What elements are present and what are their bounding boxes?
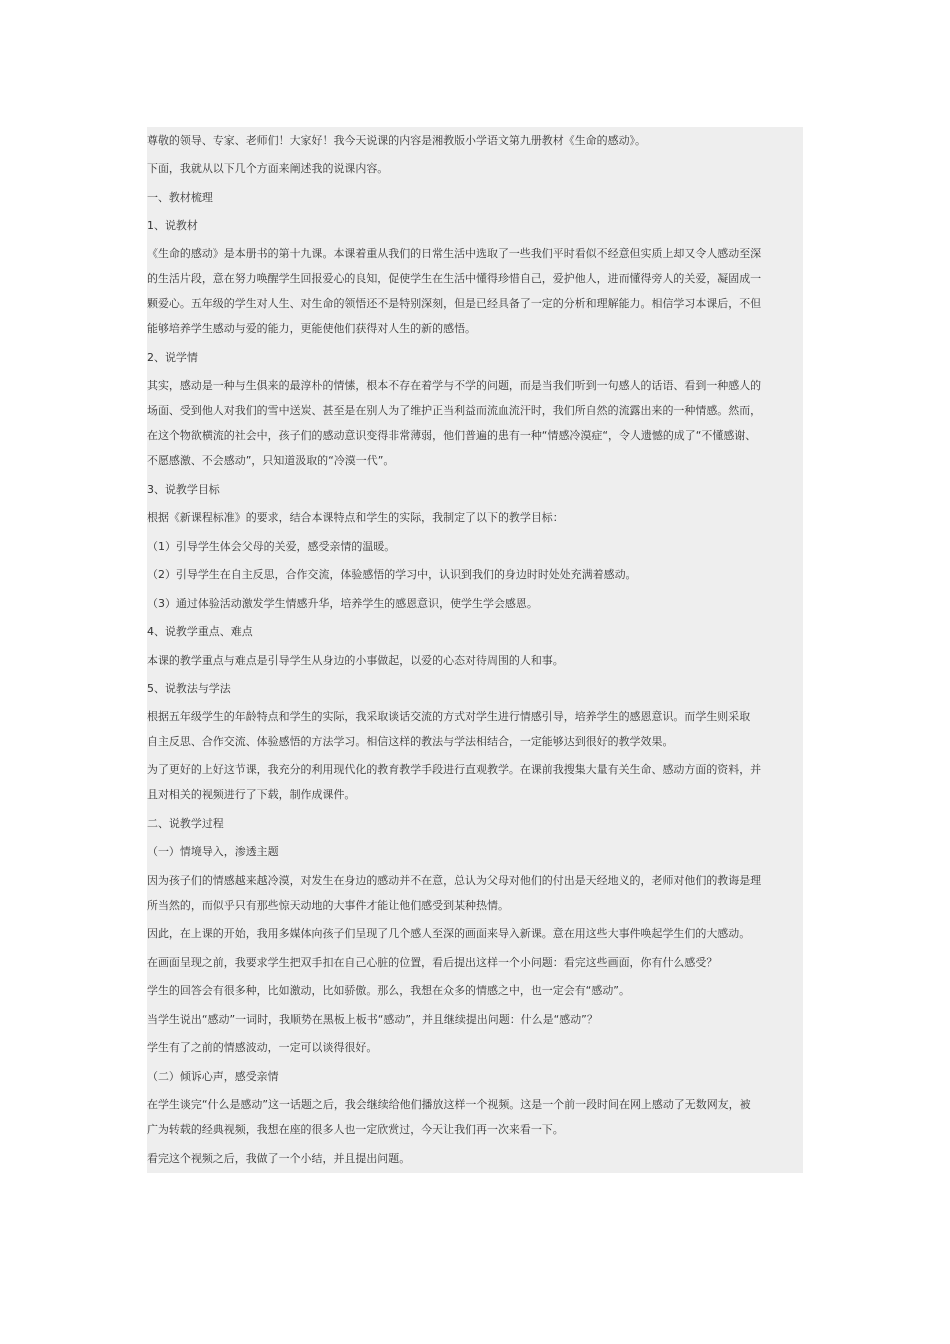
text-line: 颗爱心。五年级的学生对人生、对生命的领悟还不是特别深刻，但是已经具备了一定的分析和理解能力。相信学习本课后，不但 bbox=[147, 297, 762, 310]
text-line: 二、说教学过程 bbox=[147, 817, 224, 830]
document-page bbox=[147, 127, 803, 1173]
text-line: 2、说学情 bbox=[147, 351, 198, 364]
text-line: 4、说教学重点、难点 bbox=[147, 625, 253, 638]
text-line: （一）情境导入，渗透主题 bbox=[147, 845, 279, 858]
text-line: 能够培养学生感动与爱的能力，更能使他们获得对人生的新的感悟。 bbox=[147, 322, 477, 335]
text-line: 《生命的感动》是本册书的第十九课。本课着重从我们的日常生活中选取了一些我们平时看似不经意但实质上却又令人感动至深 bbox=[147, 247, 762, 260]
text-line: 因此，在上课的开始，我用多媒体向孩子们呈现了几个感人至深的画面来导入新课。意在用这些大事件唤起学生们的大感动。 bbox=[147, 927, 751, 940]
text-line: （3）通过体验活动激发学生情感升华，培养学生的感恩意识，使学生学会感恩。 bbox=[147, 597, 538, 610]
text-line: 根据《新课程标准》的要求，结合本课特点和学生的实际，我制定了以下的教学目标： bbox=[147, 511, 564, 524]
text-line: 当学生说出“感动”一词时，我顺势在黑板上板书“感动”，并且继续提出问题：什么是“感动”？ bbox=[147, 1013, 598, 1026]
text-line: 所当然的，而似乎只有那些惊天动地的大事件才能让他们感受到某种热情。 bbox=[147, 899, 509, 912]
text-line: 看完这个视频之后，我做了一个小结，并且提出问题。 bbox=[147, 1152, 411, 1165]
text-line: （1）引导学生体会父母的关爱，感受亲情的温暖。 bbox=[147, 540, 396, 553]
text-line: 下面，我就从以下几个方面来阐述我的说课内容。 bbox=[147, 162, 389, 175]
text-line: 在这个物欲横流的社会中，孩子们的感动意识变得非常薄弱，他们普遍的患有一种“情感冷漠症“，令人遗憾的成了“不懂感谢、 bbox=[147, 429, 757, 442]
text-line: 学生的回答会有很多种，比如激动，比如骄傲。那么，我想在众多的情感之中，也一定会有“感动”。 bbox=[147, 984, 630, 997]
text-line: 广为转载的经典视频，我想在座的很多人也一定欣赏过，今天让我们再一次来看一下。 bbox=[147, 1123, 564, 1136]
text-line: 本课的教学重点与难点是引导学生从身边的小事做起，以爱的心态对待周围的人和事。 bbox=[147, 654, 564, 667]
text-line: 且对相关的视频进行了下载，制作成课件。 bbox=[147, 788, 356, 801]
text-line: 在学生谈完“什么是感动”这一话题之后，我会继续给他们播放这样一个视频。这是一个前一段时间在网上感动了无数网友，被 bbox=[147, 1098, 751, 1111]
text-line: 自主反思、合作交流、体验感悟的方法学习。相信这样的教法与学法相结合，一定能够达到很好的教学效果。 bbox=[147, 735, 674, 748]
text-line: 1、说教材 bbox=[147, 219, 198, 232]
text-line: 为了更好的上好这节课，我充分的利用现代化的教育教学手段进行直观教学。在课前我搜集大量有关生命、感动方面的资料，并 bbox=[147, 763, 762, 776]
text-line: 场面、受到他人对我们的雪中送炭、甚至是在别人为了维护正当利益而流血流汗时，我们所自然的流露出来的一种情感。然而， bbox=[147, 404, 762, 417]
text-line: 因为孩子们的情感越来越冷漠，对发生在身边的感动并不在意，总认为父母对他们的付出是天经地义的，老师对他们的教诲是理 bbox=[147, 874, 762, 887]
text-line: 的生活片段，意在努力唤醒学生回报爱心的良知，促使学生在生活中懂得珍惜自己，爱护他人，进而懂得旁人的关爱，凝固成一 bbox=[147, 272, 762, 285]
text-line: 尊敬的领导、专家、老师们！大家好！我今天说课的内容是湘教版小学语文第九册教材《生命的感动》。 bbox=[147, 134, 646, 147]
text-line: 一、教材梳理 bbox=[147, 191, 213, 204]
text-line: 3、说教学目标 bbox=[147, 483, 220, 496]
text-line: （2）引导学生在自主反思，合作交流，体验感悟的学习中，认识到我们的身边时时处处充满着感动。 bbox=[147, 568, 637, 581]
text-line: 其实，感动是一种与生俱来的最淳朴的情愫，根本不存在着学与不学的问题，而是当我们听到一句感人的话语、看到一种感人的 bbox=[147, 379, 762, 392]
text-line: 不愿感激、不会感动”，只知道汲取的“冷漠一代”。 bbox=[147, 454, 395, 467]
text-line: 学生有了之前的情感波动，一定可以谈得很好。 bbox=[147, 1041, 378, 1054]
text-line: 根据五年级学生的年龄特点和学生的实际，我采取谈话交流的方式对学生进行情感引导，培养学生的感恩意识。而学生则采取 bbox=[147, 710, 751, 723]
text-line: 5、说教法与学法 bbox=[147, 682, 231, 695]
text-line: （二）倾诉心声，感受亲情 bbox=[147, 1070, 279, 1083]
text-line: 在画面呈现之前，我要求学生把双手扣在自己心脏的位置，看后提出这样一个小问题：看完这些画面，你有什么感受？ bbox=[147, 956, 718, 969]
